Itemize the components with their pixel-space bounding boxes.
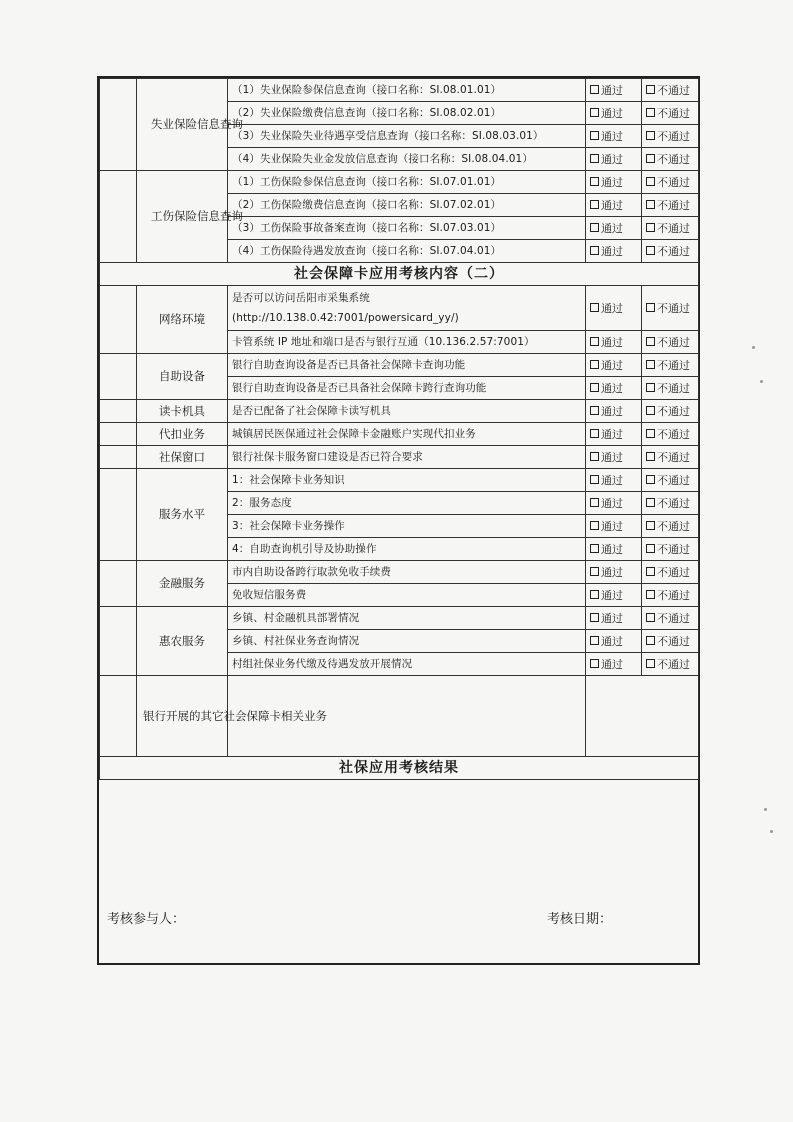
checkbox-icon[interactable] <box>590 200 599 209</box>
other-business-label: 银行开展的其它社会保障卡相关业务 <box>137 676 228 757</box>
checkbox-icon[interactable] <box>590 498 599 507</box>
check-item: 3：社会保障卡业务操作 <box>228 515 586 538</box>
check-item: 市内自助设备跨行取款免收手续费 <box>228 561 586 584</box>
checkbox-icon[interactable] <box>590 429 599 438</box>
fail-option[interactable] <box>642 217 699 240</box>
item-row <box>100 561 699 584</box>
assessment-form <box>97 76 700 965</box>
checkbox-icon[interactable] <box>646 406 655 415</box>
fail-option[interactable] <box>642 171 699 194</box>
item-row <box>100 286 699 331</box>
checkbox-icon[interactable] <box>590 337 599 346</box>
checkbox-icon[interactable] <box>590 223 599 232</box>
pass-label: 通过 <box>601 657 623 671</box>
fail-option[interactable] <box>642 125 699 148</box>
fail-label: 不通过 <box>657 152 690 166</box>
result-area <box>99 780 698 966</box>
blank-cell <box>100 423 137 446</box>
pass-option[interactable] <box>586 607 642 630</box>
section3-header-row <box>100 757 699 780</box>
category-label: 金融服务 <box>137 561 228 607</box>
fail-option[interactable] <box>642 102 699 125</box>
blank-cell <box>100 171 137 263</box>
item-row <box>100 171 699 194</box>
category-label: 服务水平 <box>137 469 228 561</box>
check-item: 乡镇、村金融机具部署情况 <box>228 607 586 630</box>
pass-option[interactable] <box>586 446 642 469</box>
other-business-result <box>586 676 699 757</box>
check-item: （2）工伤保险缴费信息查询（接口名称：SI.07.02.01） <box>228 194 586 217</box>
check-item: 城镇居民医保通过社会保障卡金融账户实现代扣业务 <box>228 423 586 446</box>
pass-option[interactable] <box>586 240 642 263</box>
pass-label: 通过 <box>601 496 623 510</box>
pass-option[interactable] <box>586 400 642 423</box>
checkbox-icon[interactable] <box>590 567 599 576</box>
check-item: 乡镇、村社保业务查询情况 <box>228 630 586 653</box>
checkbox-icon[interactable] <box>590 475 599 484</box>
item-row <box>100 79 699 102</box>
pass-label: 通过 <box>601 381 623 395</box>
checkbox-icon[interactable] <box>590 85 599 94</box>
pass-label: 通过 <box>601 634 623 648</box>
fail-option[interactable] <box>642 194 699 217</box>
section1-rows <box>100 79 699 263</box>
check-item: （2）失业保险缴费信息查询（接口名称：SI.08.02.01） <box>228 102 586 125</box>
pass-label: 通过 <box>601 427 623 441</box>
check-item: （3）失业保险失业待遇享受信息查询（接口名称：SI.08.03.01） <box>228 125 586 148</box>
other-business-row <box>100 676 699 757</box>
fail-label: 不通过 <box>657 244 690 258</box>
checkbox-icon[interactable] <box>590 613 599 622</box>
checkbox-icon[interactable] <box>590 383 599 392</box>
scan-speck <box>752 346 755 349</box>
pass-option[interactable] <box>586 171 642 194</box>
pass-option[interactable] <box>586 79 642 102</box>
check-item: 免收短信服务费 <box>228 584 586 607</box>
fail-option[interactable] <box>642 331 699 354</box>
checkbox-icon[interactable] <box>646 498 655 507</box>
pass-label: 通过 <box>601 565 623 579</box>
checkbox-icon[interactable] <box>646 303 655 312</box>
pass-label: 通过 <box>601 244 623 258</box>
fail-option[interactable] <box>642 469 699 492</box>
fail-label: 不通过 <box>657 358 690 372</box>
fail-label: 不通过 <box>657 588 690 602</box>
fail-option[interactable] <box>642 286 699 331</box>
checkbox-icon[interactable] <box>646 337 655 346</box>
checkbox-icon[interactable] <box>646 85 655 94</box>
item-row <box>100 354 699 377</box>
pass-label: 通过 <box>601 473 623 487</box>
pass-option[interactable] <box>586 469 642 492</box>
checkbox-icon[interactable] <box>646 223 655 232</box>
fail-option[interactable] <box>642 653 699 676</box>
check-item: 银行自助查询设备是否已具备社会保障卡跨行查询功能 <box>228 377 586 400</box>
pass-option[interactable] <box>586 423 642 446</box>
fail-option[interactable] <box>642 79 699 102</box>
pass-label: 通过 <box>601 221 623 235</box>
pass-option[interactable] <box>586 331 642 354</box>
checkbox-icon[interactable] <box>646 383 655 392</box>
assessment-table <box>99 78 699 780</box>
scan-speck <box>770 830 773 833</box>
fail-label: 不通过 <box>657 198 690 212</box>
fail-label: 不通过 <box>657 106 690 120</box>
check-item: （4）工伤保险待遇发放查询（接口名称：SI.07.04.01） <box>228 240 586 263</box>
fail-option[interactable] <box>642 377 699 400</box>
fail-label: 不通过 <box>657 221 690 235</box>
pass-option[interactable] <box>586 286 642 331</box>
fail-option[interactable] <box>642 584 699 607</box>
fail-option[interactable] <box>642 630 699 653</box>
pass-option[interactable] <box>586 148 642 171</box>
pass-label: 通过 <box>601 129 623 143</box>
blank-cell <box>100 561 137 607</box>
check-item: 1：社会保障卡业务知识 <box>228 469 586 492</box>
category-label: 自助设备 <box>137 354 228 400</box>
checkbox-icon[interactable] <box>646 131 655 140</box>
check-item: （1）工伤保险参保信息查询（接口名称：SI.07.01.01） <box>228 171 586 194</box>
pass-label: 通过 <box>601 198 623 212</box>
pass-label: 通过 <box>601 301 623 315</box>
checkbox-icon[interactable] <box>646 590 655 599</box>
fail-label: 不通过 <box>657 657 690 671</box>
pass-label: 通过 <box>601 175 623 189</box>
checkbox-icon[interactable] <box>646 567 655 576</box>
checkbox-icon[interactable] <box>646 200 655 209</box>
pass-label: 通过 <box>601 588 623 602</box>
fail-option[interactable] <box>642 538 699 561</box>
check-item: 是否已配备了社会保障卡读写机具 <box>228 400 586 423</box>
pass-option[interactable] <box>586 492 642 515</box>
fail-option[interactable] <box>642 561 699 584</box>
pass-option[interactable] <box>586 194 642 217</box>
check-item: 2：服务态度 <box>228 492 586 515</box>
checkbox-icon[interactable] <box>646 521 655 530</box>
fail-label: 不通过 <box>657 496 690 510</box>
date-label: 考核日期： <box>547 912 613 927</box>
checkbox-icon[interactable] <box>646 154 655 163</box>
pass-option[interactable] <box>586 538 642 561</box>
checkbox-icon[interactable] <box>590 303 599 312</box>
pass-label: 通过 <box>601 542 623 556</box>
pass-option[interactable] <box>586 125 642 148</box>
fail-option[interactable] <box>642 607 699 630</box>
fail-label: 不通过 <box>657 83 690 97</box>
fail-label: 不通过 <box>657 301 690 315</box>
pass-label: 通过 <box>601 358 623 372</box>
pass-label: 通过 <box>601 106 623 120</box>
pass-option[interactable] <box>586 515 642 538</box>
section2-header-row <box>100 263 699 286</box>
pass-option[interactable] <box>586 354 642 377</box>
checkbox-icon[interactable] <box>590 108 599 117</box>
blank-cell <box>100 400 137 423</box>
check-item: 4：自助查询机引导及协助操作 <box>228 538 586 561</box>
checkbox-icon[interactable] <box>590 452 599 461</box>
check-item: （3）工伤保险事故备案查询（接口名称：SI.07.03.01） <box>228 217 586 240</box>
fail-option[interactable] <box>642 400 699 423</box>
section3-title: 社保应用考核结果 <box>100 757 699 780</box>
category-label: 工伤保险信息查询 <box>137 171 228 263</box>
checkbox-icon[interactable] <box>646 475 655 484</box>
blank-cell <box>100 286 137 354</box>
category-label: 社保窗口 <box>137 446 228 469</box>
blank-cell <box>100 79 137 171</box>
check-item: 村组社保业务代缴及待遇发放开展情况 <box>228 653 586 676</box>
fail-label: 不通过 <box>657 473 690 487</box>
blank-cell <box>100 676 137 757</box>
checkbox-icon[interactable] <box>590 131 599 140</box>
item-row <box>100 423 699 446</box>
signer-label: 考核参与人： <box>107 912 186 927</box>
pass-label: 通过 <box>601 519 623 533</box>
checkbox-icon[interactable] <box>646 360 655 369</box>
fail-option[interactable] <box>642 354 699 377</box>
checkbox-icon[interactable] <box>590 521 599 530</box>
pass-option[interactable] <box>586 653 642 676</box>
pass-option[interactable] <box>586 377 642 400</box>
fail-label: 不通过 <box>657 634 690 648</box>
pass-option[interactable] <box>586 630 642 653</box>
checkbox-icon[interactable] <box>646 613 655 622</box>
checkbox-icon[interactable] <box>590 246 599 255</box>
checkbox-icon[interactable] <box>646 636 655 645</box>
category-label: 读卡机具 <box>137 400 228 423</box>
check-item: 银行自助查询设备是否已具备社会保障卡查询功能 <box>228 354 586 377</box>
pass-option[interactable] <box>586 561 642 584</box>
fail-label: 不通过 <box>657 175 690 189</box>
fail-label: 不通过 <box>657 129 690 143</box>
fail-label: 不通过 <box>657 565 690 579</box>
checkbox-icon[interactable] <box>646 108 655 117</box>
category-label: 代扣业务 <box>137 423 228 446</box>
category-label: 惠农服务 <box>137 607 228 676</box>
pass-label: 通过 <box>601 152 623 166</box>
fail-option[interactable] <box>642 446 699 469</box>
item-row <box>100 400 699 423</box>
fail-label: 不通过 <box>657 519 690 533</box>
checkbox-icon[interactable] <box>646 177 655 186</box>
pass-label: 通过 <box>601 611 623 625</box>
pass-label: 通过 <box>601 83 623 97</box>
category-label: 失业保险信息查询 <box>137 79 228 171</box>
check-item: 银行社保卡服务窗口建设是否已符合要求 <box>228 446 586 469</box>
fail-label: 不通过 <box>657 335 690 349</box>
blank-cell <box>100 469 137 561</box>
section2-rows <box>100 286 699 676</box>
item-row <box>100 446 699 469</box>
pass-option[interactable] <box>586 217 642 240</box>
fail-option[interactable] <box>642 240 699 263</box>
checkbox-icon[interactable] <box>590 154 599 163</box>
pass-label: 通过 <box>601 404 623 418</box>
fail-label: 不通过 <box>657 611 690 625</box>
check-item: （4）失业保险失业金发放信息查询（接口名称：SI.08.04.01） <box>228 148 586 171</box>
check-item: 是否可以访问岳阳市采集系统 (http://10.138.0.42:7001/powersicard_yy/) <box>228 286 586 331</box>
section2-title: 社会保障卡应用考核内容（二） <box>100 263 699 286</box>
item-row <box>100 607 699 630</box>
checkbox-icon[interactable] <box>646 429 655 438</box>
check-item: 卡管系统 IP 地址和端口是否与银行互通（10.136.2.57:7001） <box>228 331 586 354</box>
item-row <box>100 469 699 492</box>
blank-cell <box>100 354 137 400</box>
category-label: 网络环境 <box>137 286 228 354</box>
blank-cell <box>100 607 137 676</box>
pass-label: 通过 <box>601 450 623 464</box>
fail-option[interactable] <box>642 423 699 446</box>
checkbox-icon[interactable] <box>646 659 655 668</box>
fail-option[interactable] <box>642 515 699 538</box>
pass-option[interactable] <box>586 584 642 607</box>
pass-option[interactable] <box>586 102 642 125</box>
checkbox-icon[interactable] <box>590 177 599 186</box>
checkbox-icon[interactable] <box>590 406 599 415</box>
checkbox-icon[interactable] <box>646 452 655 461</box>
checkbox-icon[interactable] <box>590 590 599 599</box>
checkbox-icon[interactable] <box>590 360 599 369</box>
fail-label: 不通过 <box>657 404 690 418</box>
check-item: （1）失业保险参保信息查询（接口名称：SI.08.01.01） <box>228 79 586 102</box>
fail-label: 不通过 <box>657 542 690 556</box>
scan-speck <box>760 380 763 383</box>
checkbox-icon[interactable] <box>646 246 655 255</box>
checkbox-icon[interactable] <box>590 659 599 668</box>
checkbox-icon[interactable] <box>646 544 655 553</box>
fail-option[interactable] <box>642 148 699 171</box>
scan-speck <box>764 808 767 811</box>
checkbox-icon[interactable] <box>590 636 599 645</box>
fail-label: 不通过 <box>657 381 690 395</box>
fail-label: 不通过 <box>657 450 690 464</box>
fail-option[interactable] <box>642 492 699 515</box>
blank-cell <box>100 446 137 469</box>
fail-label: 不通过 <box>657 427 690 441</box>
pass-label: 通过 <box>601 335 623 349</box>
checkbox-icon[interactable] <box>590 544 599 553</box>
